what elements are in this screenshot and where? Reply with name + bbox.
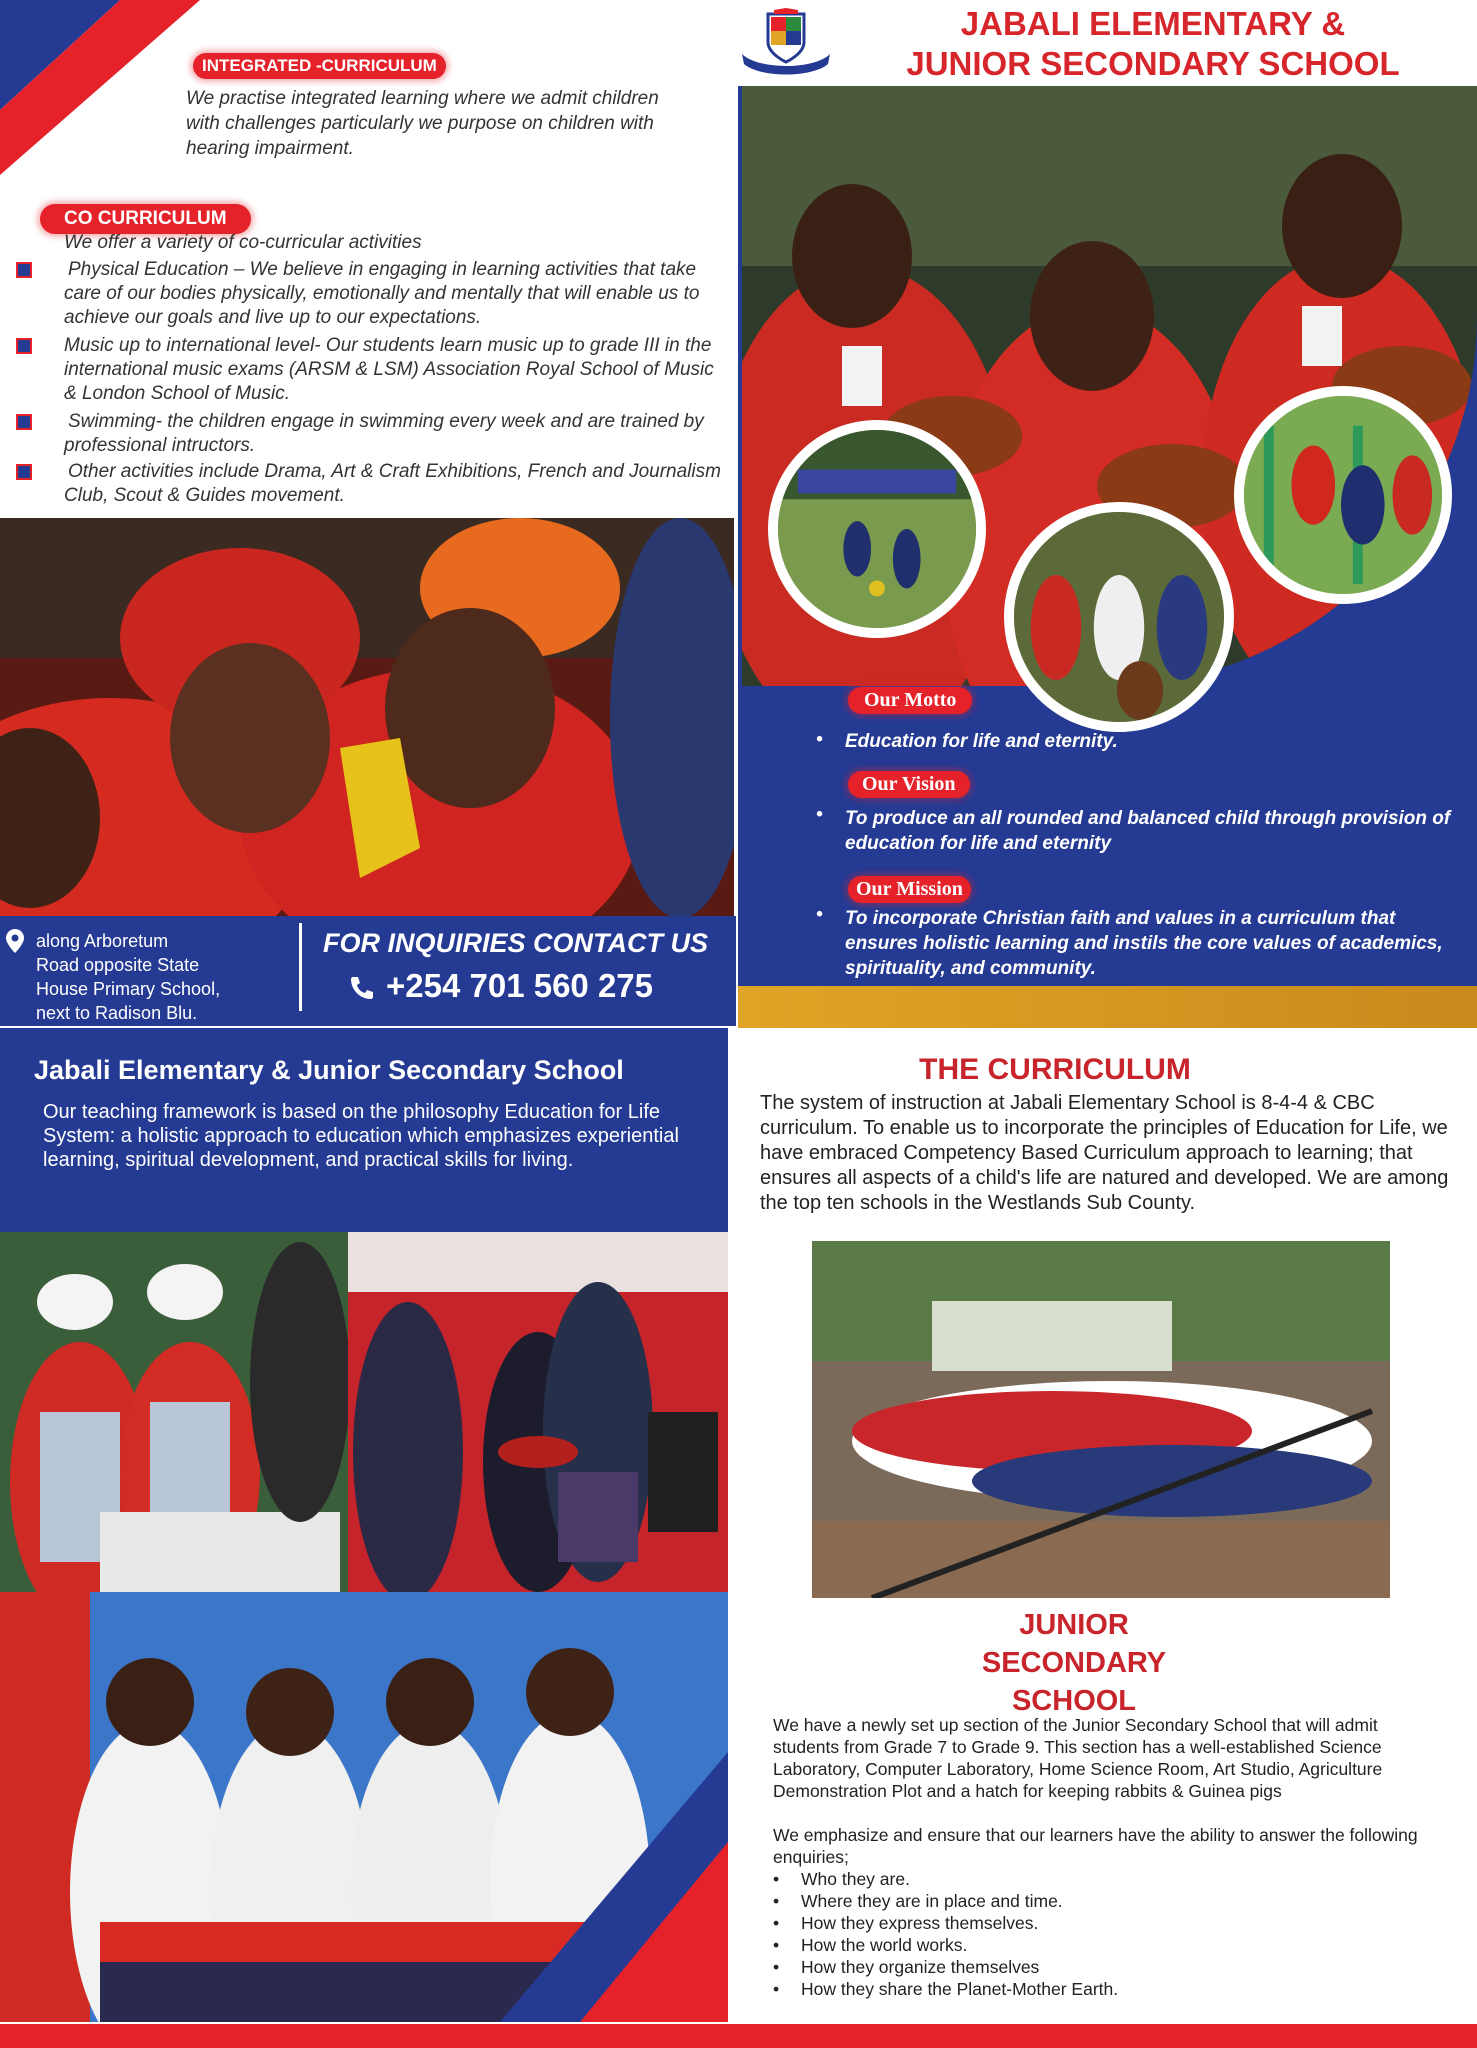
address-line: along Arboretum [36,931,169,951]
list-item: • How they express themselves. [773,1913,1039,1933]
about-text: Our teaching framework is based on the philosophy Education for Life System: a holistic approach to education which emphasizes experiential learning, spiritual development, and practical skills for living. [43,1101,679,1171]
inquiries-label: FOR INQUIRIES CONTACT US [323,928,709,958]
bottom-left-decoration [470,1592,728,2022]
square-bullet-icon [16,262,32,278]
school-name-line: JABALI ELEMENTARY & [960,5,1346,42]
address [36,929,220,1025]
list-item: • Where they are in place and time. [773,1891,1063,1911]
junior-title-line: SCHOOL [1011,1685,1137,1717]
address-line: next to Radison Blu. [36,1003,198,1023]
list-item-text: Where they are in place and time. [801,1891,1063,1911]
integrated-curriculum-text: We practise integrated learning where we admit children with challenges particularly we purpose on children with hearing impairment. [186,88,659,159]
list-item-text: Music up to international level- Our students learn music up to grade III in the international music exams (ARSM & LSM) Association Royal School of Music & London School of Music. [64,335,714,404]
list-item: • How they share the Planet-Mother Earth. [773,1979,1119,1999]
mission-bullet: • [816,904,823,925]
address-line: House Primary School, [36,979,221,999]
about-title: Jabali Elementary & Junior Secondary School [34,1055,624,1085]
mission-label: Our Mission [848,876,971,903]
motto-bullet: • [816,729,823,750]
list-item: • How the world works. [773,1935,968,1955]
list-item-text: How they express themselves. [801,1913,1039,1933]
contact-divider [299,923,302,1011]
corner-decoration [0,0,200,175]
list-item-text: Who they are. [801,1869,910,1889]
square-bullet-icon [16,414,32,430]
list-item: • How they organize themselves [773,1957,1040,1977]
vision-text: To produce an all rounded and balanced child through provision of education for life and eternity [845,808,1451,854]
music-performance-photo [348,1232,728,1592]
gold-strip [738,986,1477,1028]
enquiries-list [773,1868,1118,2000]
junior-secondary-title [880,1606,1268,1720]
school-name-title [838,4,1468,84]
mission-text: To incorporate Christian faith and values in a curriculum that ensures holistic learning and instils the core values of academics, spirituality, and community. [845,908,1443,979]
junior-secondary-emphasis: We emphasize and ensure that our learners have the ability to answer the following enquiries; [773,1825,1418,1867]
motto-text: Education for life and eternity. [845,731,1118,752]
junior-title-line: JUNIOR [1019,1609,1129,1641]
square-bullet-icon [16,464,32,480]
address-line: Road opposite State [36,955,200,975]
location-pin-icon [6,929,24,953]
list-item-text: How they organize themselves [801,1957,1040,1977]
list-item-text: How they share the Planet-Mother Earth. [801,1979,1119,1999]
junior-title-line: SECONDARY [981,1647,1167,1679]
co-curriculum-intro: We offer a variety of co-curricular activities [64,232,422,253]
field-day-photo [768,420,986,638]
list-item-text: Swimming- the children engage in swimming every week and are trained by professional intructors. [64,411,704,456]
list-item-text: Physical Education – We believe in engaging in learning activities that take care of our bodies physically, emotionally and mentally that will enable us to achieve our goals and live up to our expectations. [64,259,700,328]
phone-number[interactable]: +254 701 560 275 [386,967,654,1004]
school-name-line: JUNIOR SECONDARY SCHOOL [906,45,1400,82]
co-curriculum-label: CO CURRICULUM [40,204,251,234]
vision-bullet: • [816,804,823,825]
school-crest-icon [738,8,834,80]
curriculum-text: The system of instruction at Jabali Elementary School is 8-4-4 & CBC curriculum. To enable us to incorporate the principles of Education for Life, we have embraced Competency Based Curriculum approach to learning; that ensures all aspects of a child's life are natured and developed. We are among the top ten schools in the Westlands Sub County. [760,1092,1449,1214]
bottom-red-strip [0,2024,1477,2048]
motto-label: Our Motto [848,687,972,714]
outdoor-assembly-photo [812,1241,1390,1598]
playground-photo [1234,386,1452,604]
music-band-photo [1004,502,1234,732]
list-item-text: Other activities include Drama, Art & Craft Exhibitions, French and Journalism Club, Scout & Guides movement. [64,461,721,506]
cooking-class-photo [0,1232,348,1592]
list-item: • Who they are. [773,1869,910,1889]
vision-label: Our Vision [848,771,970,798]
phone-icon [349,975,375,1001]
junior-secondary-intro: We have a newly set up section of the Junior Secondary School that will admit students from Grade 7 to Grade 9. This section has a well-established Science Laboratory, Computer Laboratory, Home Science Room, Art Studio, Agriculture Demonstration Plot and a hatch for keeping rabbits & Guinea pigs [773,1715,1383,1801]
children-photo [0,518,734,916]
list-item-text: How the world works. [801,1935,968,1955]
integrated-curriculum-label: INTEGRATED -CURRICULUM [193,53,446,79]
curriculum-title: THE CURRICULUM [919,1053,1191,1086]
square-bullet-icon [16,338,32,354]
